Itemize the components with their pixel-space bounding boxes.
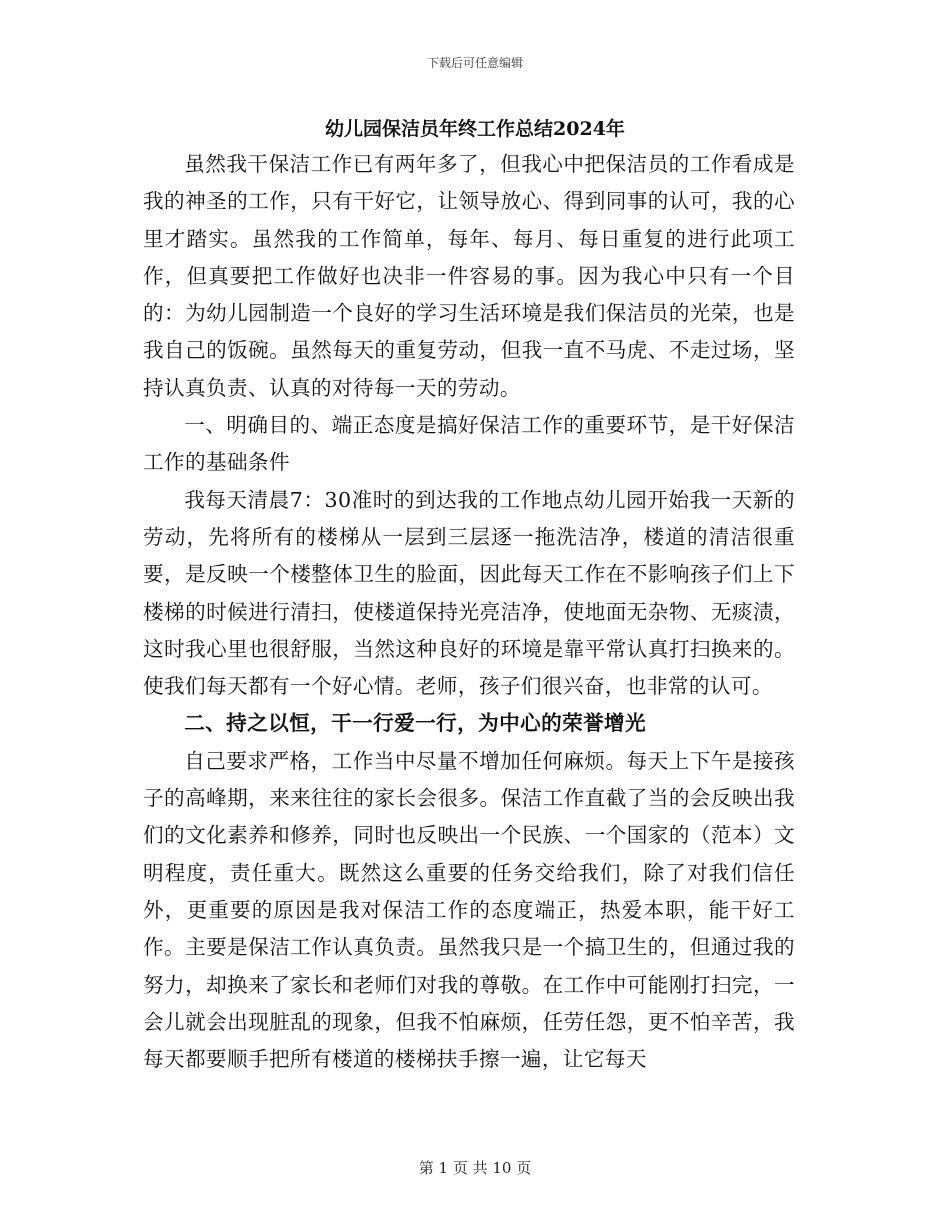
section-heading-2: 二、持之以恒，干一行爱一行，为中心的荣誉增光 [184, 711, 647, 736]
paragraph-section-2: 自己要求严格，工作当中尽量不增加任何麻烦。每天上下午是接孩子的高峰期，来来往往的家长会很多。保洁工作直截了当的会反映出我们的文化素养和修养，同时也反映出一个民族、一个国家的（范本）文明程度，责任重大。既然这么重要的任务交给我们，除了对我们信任外，更重要的原因是我对保洁工作的态度端正，热爱本职，能干好工作。主要是保洁工作认真负责。虽然我只是一个搞卫生的，但通过我的努力，却换来了家长和老师们对我的尊敬。在工作中可能刚打扫完，一会儿就会出现脏乱的现象，但我不怕麻烦，任劳任怨，更不怕辛苦，我每天都要顺手把所有楼道的楼梯扶手擦一遍，让它每天 [143, 748, 795, 1072]
document-title: 幼儿园保洁员年终工作总结2024年 [325, 118, 625, 140]
paragraph-intro: 虽然我干保洁工作已有两年多了，但我心中把保洁员的工作看成是我的神圣的工作，只有干好它，让领导放心、得到同事的认可，我的心里才踏实。虽然我的工作简单，每年、每月、每日重复的进行此项工作，但真要把工作做好也决非一件容易的事。因为我心中只有一个目的：为幼儿园制造一个良好的学习生活环境是我们保洁员的光荣，也是我自己的饭碗。虽然每天的重复劳动，但我一直不马虎、不走过场，坚持认真负责、认真的对待每一天的劳动。 [143, 152, 795, 400]
paragraph-section-1: 我每天清晨7：30准时的到达我的工作地点幼儿园开始我一天新的劳动，先将所有的楼梯从一层到三层逐一拖洗洁净，楼道的清洁很重要，是反映一个楼整体卫生的脸面，因此每天工作在不影响孩子们上下楼梯的时候进行清扫，使楼道保持光亮洁净，使地面无杂物、无痰渍，这时我心里也很舒服，当然这种良好的环境是靠平常认真打扫换来的。使我们每天都有一个好心情。老师，孩子们很兴奋，也非常的认可。 [143, 487, 795, 699]
document-body [143, 146, 795, 1078]
page-header: 下载后可任意编辑 [426, 56, 523, 70]
page-number: 第 1 页 共 10 页 [418, 1159, 532, 1177]
section-heading-1: 一、明确目的、端正态度是搞好保洁工作的重要环节，是干好保洁工作的基础条件 [143, 413, 795, 475]
